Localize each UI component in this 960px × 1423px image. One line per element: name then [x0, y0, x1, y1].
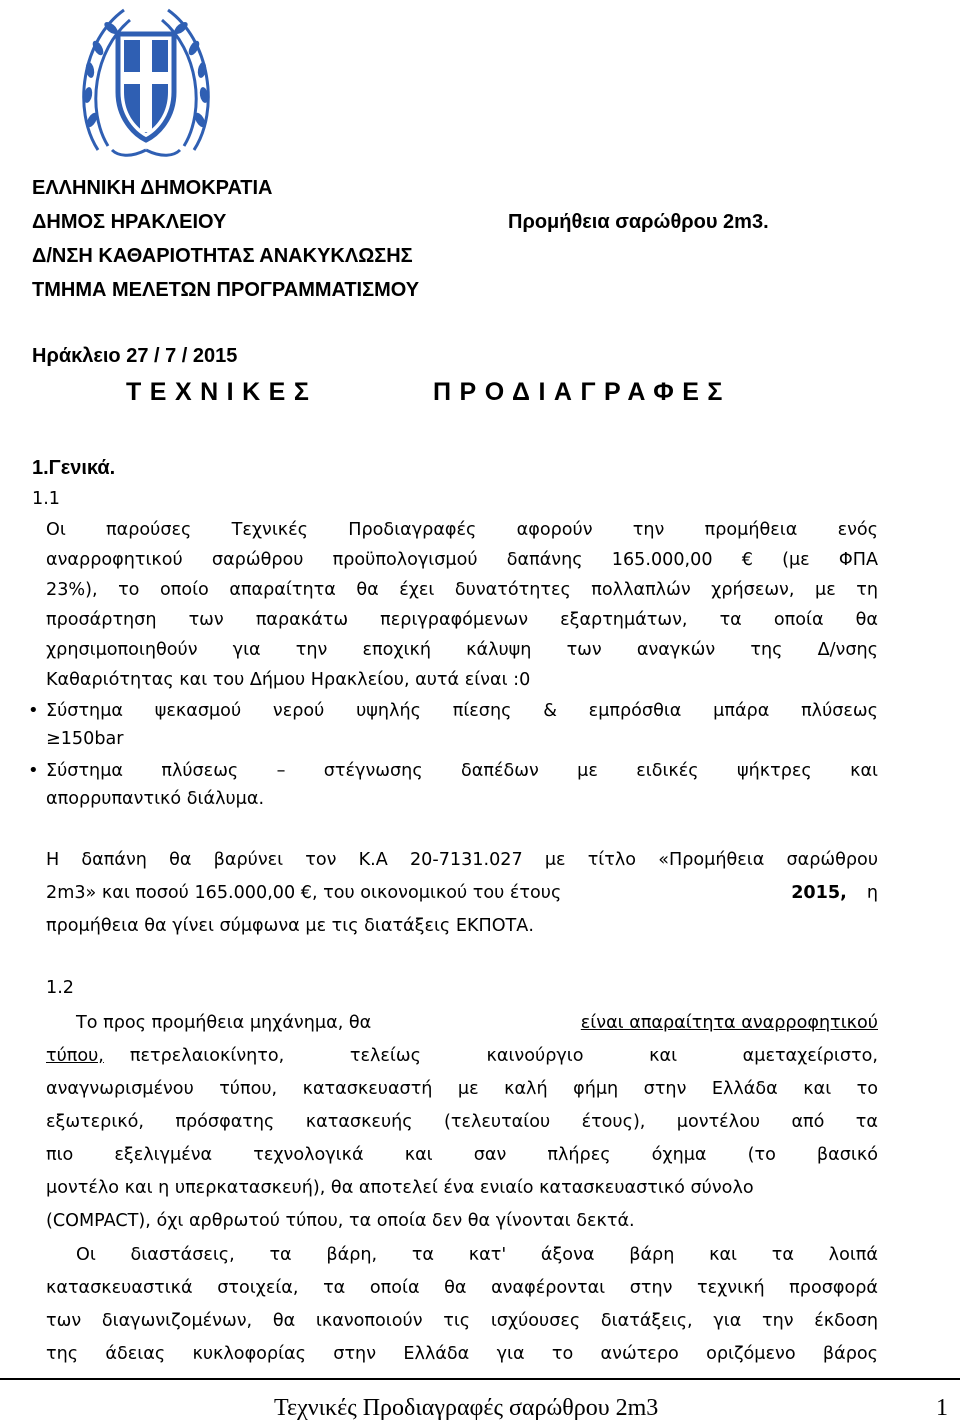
- spec-line: εξωτερικό, πρόσφατης κατασκευής (τελευταίου έτους), μοντέλου από τα: [46, 1112, 878, 1132]
- spec-line: πιο εξελιγμένα τεχνολογικά και σαν πλήρες όχημα (το βασικό: [46, 1145, 878, 1165]
- spec-line: (COMPACT), όχι αρθρωτού τύπου, τα οποία δεν θα γίνονται δεκτά.: [46, 1211, 635, 1231]
- footer-divider: [0, 1378, 960, 1380]
- spec-line-1-text: Το προς προμήθεια μηχάνημα, θα: [76, 1013, 372, 1033]
- budget-line-2: [46, 878, 878, 908]
- header-line-directorate: Δ/ΝΣΗ ΚΑΘΑΡΙΟΤΗΤΑΣ ΑΝΑΚΥΚΛΩΣΗΣ: [32, 245, 413, 267]
- list-item-continuation: ≥150bar: [46, 729, 124, 749]
- paragraph-line: χρησιμοποιηθούν για την εποχική κάλυψη των αναγκών της Δ/νσης: [46, 640, 878, 660]
- header-line-municipality: ΔΗΜΟΣ ΗΡΑΚΛΕΙΟΥ: [32, 211, 227, 233]
- spec-line-2-text: πετρελαιοκίνητο, τελείως καινούργιο και αμεταχείριστο,: [129, 1046, 878, 1066]
- paragraph-line: Οι παρούσες Τεχνικές Προδιαγραφές αφορούν την προμήθεια ενός: [46, 520, 878, 540]
- spec-line-2: [46, 1041, 878, 1071]
- list-item: Σύστημα ψεκασμού νερού υψηλής πίεσης & εμπρόσθια μπάρα πλύσεως: [46, 701, 878, 721]
- dimensions-line: κατασκευαστικά στοιχεία, τα οποία θα αναφέρονται στην τεχνική προσφορά: [46, 1278, 878, 1298]
- header-line-country: ΕΛΛΗΝΙΚΗ ΔΗΜΟΚΡΑΤΙΑ: [32, 177, 273, 199]
- title-word-specifications: ΠΡΟΔΙΑΓΡΑΦΕΣ: [433, 378, 731, 406]
- header-date: Ηράκλειο 27 / 7 / 2015: [32, 345, 238, 367]
- budget-line-2-text: 2m3» και ποσού 165.000,00 €, του οικονομικού του έτους: [46, 883, 562, 903]
- section-heading-general: 1.Γενικά.: [32, 457, 116, 479]
- paragraph-line: αναρροφητικού σαρώθρου προϋπολογισμού δαπάνης 165.000,00 € (με ΦΠΑ: [46, 550, 878, 570]
- dimensions-line: Οι διαστάσεις, τα βάρη, τα κατ' άξονα βάρη και τα λοιπά: [76, 1245, 878, 1265]
- spec-line-1-underlined: είναι απαραίτητα αναρροφητικού: [580, 1013, 878, 1033]
- budget-line-2-end: η: [866, 883, 878, 903]
- title-word-technical: ΤΕΧΝΙΚΕΣ: [126, 378, 318, 406]
- bullet-marker: •: [28, 760, 39, 781]
- spec-line: αναγνωρισμένου τύπου, κατασκευαστή με καλή φήμη στην Ελλάδα και το: [46, 1079, 878, 1099]
- subsection-number-1-1: 1.1: [32, 489, 60, 509]
- paragraph-line: προσάρτηση των παρακάτω περιγραφόμενων εξαρτημάτων, τα οποία θα: [46, 610, 878, 630]
- budget-line-1: Η δαπάνη θα βαρύνει τον Κ.Α 20-7131.027 με τίτλο «Προμήθεια σαρώθρου: [46, 850, 878, 870]
- spec-line-2-underlined: τύπου,: [46, 1046, 104, 1066]
- dimensions-line: της άδειας κυκλοφορίας στην Ελλάδα για το ανώτερο οριζόμενο βάρος: [46, 1344, 878, 1364]
- list-item-continuation: απορρυπαντικό διάλυμα.: [46, 789, 265, 809]
- bullet-marker: •: [28, 700, 39, 721]
- header-subject: Προμήθεια σαρώθρου 2m3.: [508, 211, 769, 233]
- footer-title: Τεχνικές Προδιαγραφές σαρώθρου 2m3: [274, 1395, 659, 1421]
- dimensions-line: των διαγωνιζομένων, θα ικανοποιούν τις ισχύουσες διατάξεις, για την έκδοση: [46, 1311, 878, 1331]
- greek-emblem-logo: [78, 0, 214, 160]
- budget-year: 2015,: [791, 883, 847, 903]
- spec-line-1: [76, 1008, 878, 1038]
- paragraph-line: 23%), το οποίο απαραίτητα θα έχει δυνατότητες πολλαπλών χρήσεων, με τη: [46, 580, 878, 600]
- paragraph-line: Καθαριότητας και του Δήμου Ηρακλείου, αυτά είναι :0: [46, 670, 531, 690]
- list-item: Σύστημα πλύσεως – στέγνωσης δαπέδων με ειδικές ψήκτρες και: [46, 761, 878, 781]
- spec-line: μοντέλο και η υπερκατασκευή), θα αποτελεί ένα ενιαίο κατασκευαστικό σύνολο: [46, 1178, 754, 1198]
- budget-line-3: προμήθεια θα γίνει σύμφωνα με τις διατάξεις ΕΚΠΟΤΑ.: [46, 916, 534, 936]
- header-line-department: ΤΜΗΜΑ ΜΕΛΕΤΩΝ ΠΡΟΓΡΑΜΜΑΤΙΣΜΟΥ: [32, 279, 420, 301]
- subsection-number-1-2: 1.2: [46, 978, 74, 998]
- page-number: 1: [936, 1395, 948, 1421]
